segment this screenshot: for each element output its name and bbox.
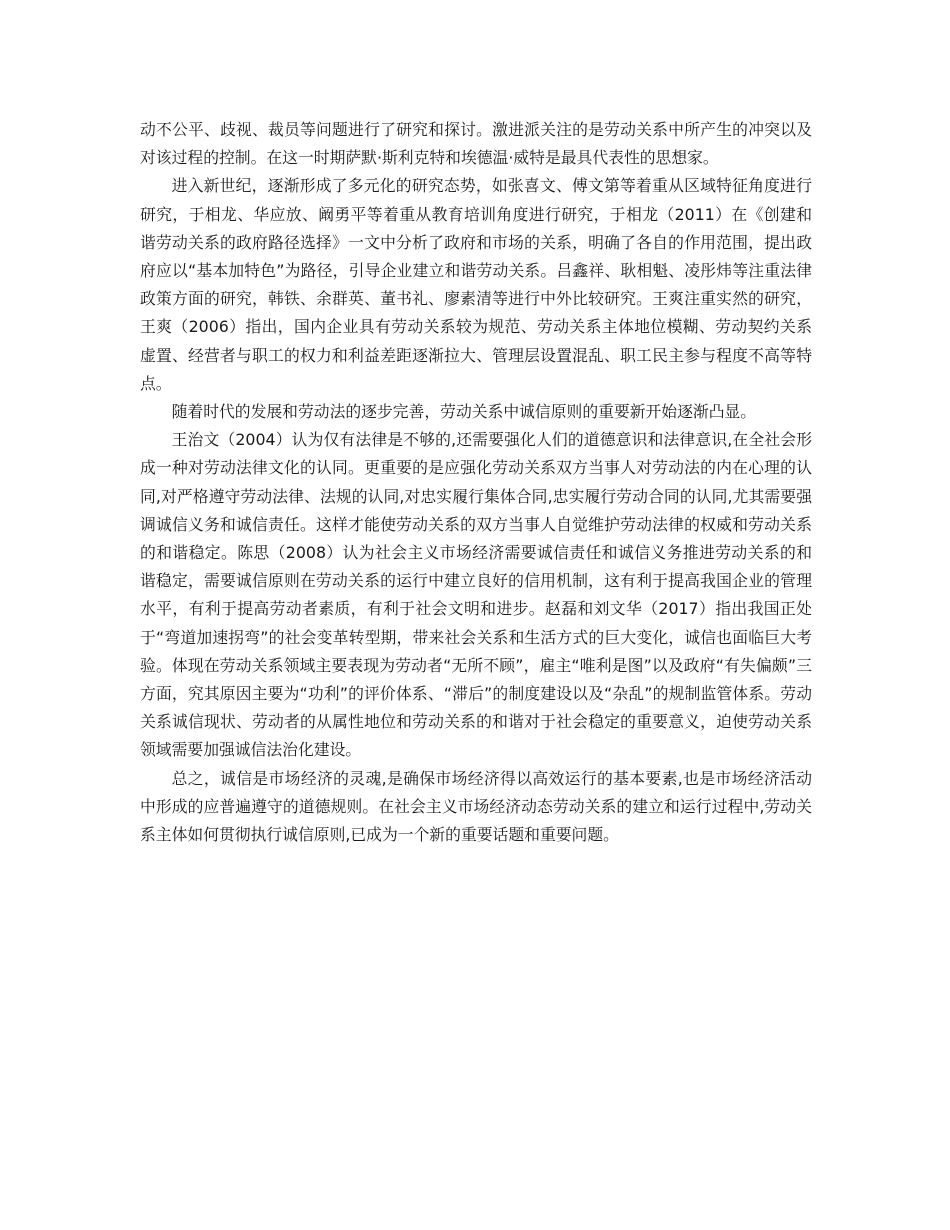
document-body	[140, 116, 812, 849]
paragraph-5: 总之，诚信是市场经济的灵魂,是确保市场经济得以高效运行的基本要素,也是市场经济活动中形成的应普遍遵守的道德规则。在社会主义市场经济动态劳动关系的建立和运行过程中,劳动关系主体如何贯彻执行诚信原则,已成为一个新的重要话题和重要问题。	[140, 768, 812, 845]
paragraph-4: 王治文（2004）认为仅有法律是不够的,还需要强化人们的道德意识和法律意识,在全社会形成一种对劳动法律文化的认同。更重要的是应强化劳动关系双方当事人对劳动法的内在心理的认同,对严格遵守劳动法律、法规的认同,对忠实履行集体合同,忠实履行劳动合同的认同,尤其需要强调诚信义务和诚信责任。这样才能使劳动关系的双方当事人自觉维护劳动法律的权威和劳动关系的和谐稳定。陈思（2008）认为社会主义市场经济需要诚信责任和诚信义务推进劳动关系的和谐稳定，需要诚信原则在劳动关系的运行中建立良好的信用机制，这有利于提高我国企业的管理水平，有利于提高劳动者素质，有利于社会文明和进步。赵磊和刘文华（2017）指出我国正处于“弯道加速拐弯”的社会变革转型期，带来社会关系和生活方式的巨大变化，诚信也面临巨大考验。体现在劳动关系领域主要表现为劳动者“无所不顾”，雇主“唯利是图”以及政府“有失偏颇”三方面，究其原因主要为“功利”的评价体系、“滞后”的制度建设以及“杂乱”的规制监管体系。劳动关系诚信现状、劳动者的从属性地位和劳动关系的和谐对于社会稳定的重要意义，迫使劳动关系领域需要加强诚信法治化建设。	[140, 430, 812, 760]
paragraph-1: 动不公平、歧视、裁员等问题进行了研究和探讨。激进派关注的是劳动关系中所产生的冲突以及对该过程的控制。在这一时期萨默·斯利克特和埃德温·威特是最具代表性的思想家。	[140, 120, 812, 168]
paragraph-3: 随着时代的发展和劳动法的逐步完善，劳动关系中诚信原则的重要新开始逐渐凸显。	[171, 402, 757, 422]
paragraph-2: 进入新世纪，逐渐形成了多元化的研究态势，如张喜文、傅文第等着重从区域特征角度进行研究，于相龙、华应放、阚勇平等着重从教育培训角度进行研究，于相龙（2011）在《创建和谐劳动关系的政府路径选择》一文中分析了政府和市场的关系，明确了各自的作用范围，提出政府应以“基本加特色”为路径，引导企业建立和谐劳动关系。吕鑫祥、耿相魁、凌彤炜等注重法律政策方面的研究，韩铁、余群英、董书礼、廖素清等进行中外比较研究。王爽注重实然的研究，王爽（2006）指出，国内企业具有劳动关系较为规范、劳动关系主体地位模糊、劳动契约关系虚置、经营者与职工的权力和利益差距逐渐拉大、管理层设置混乱、职工民主参与程度不高等特点。	[140, 176, 812, 393]
